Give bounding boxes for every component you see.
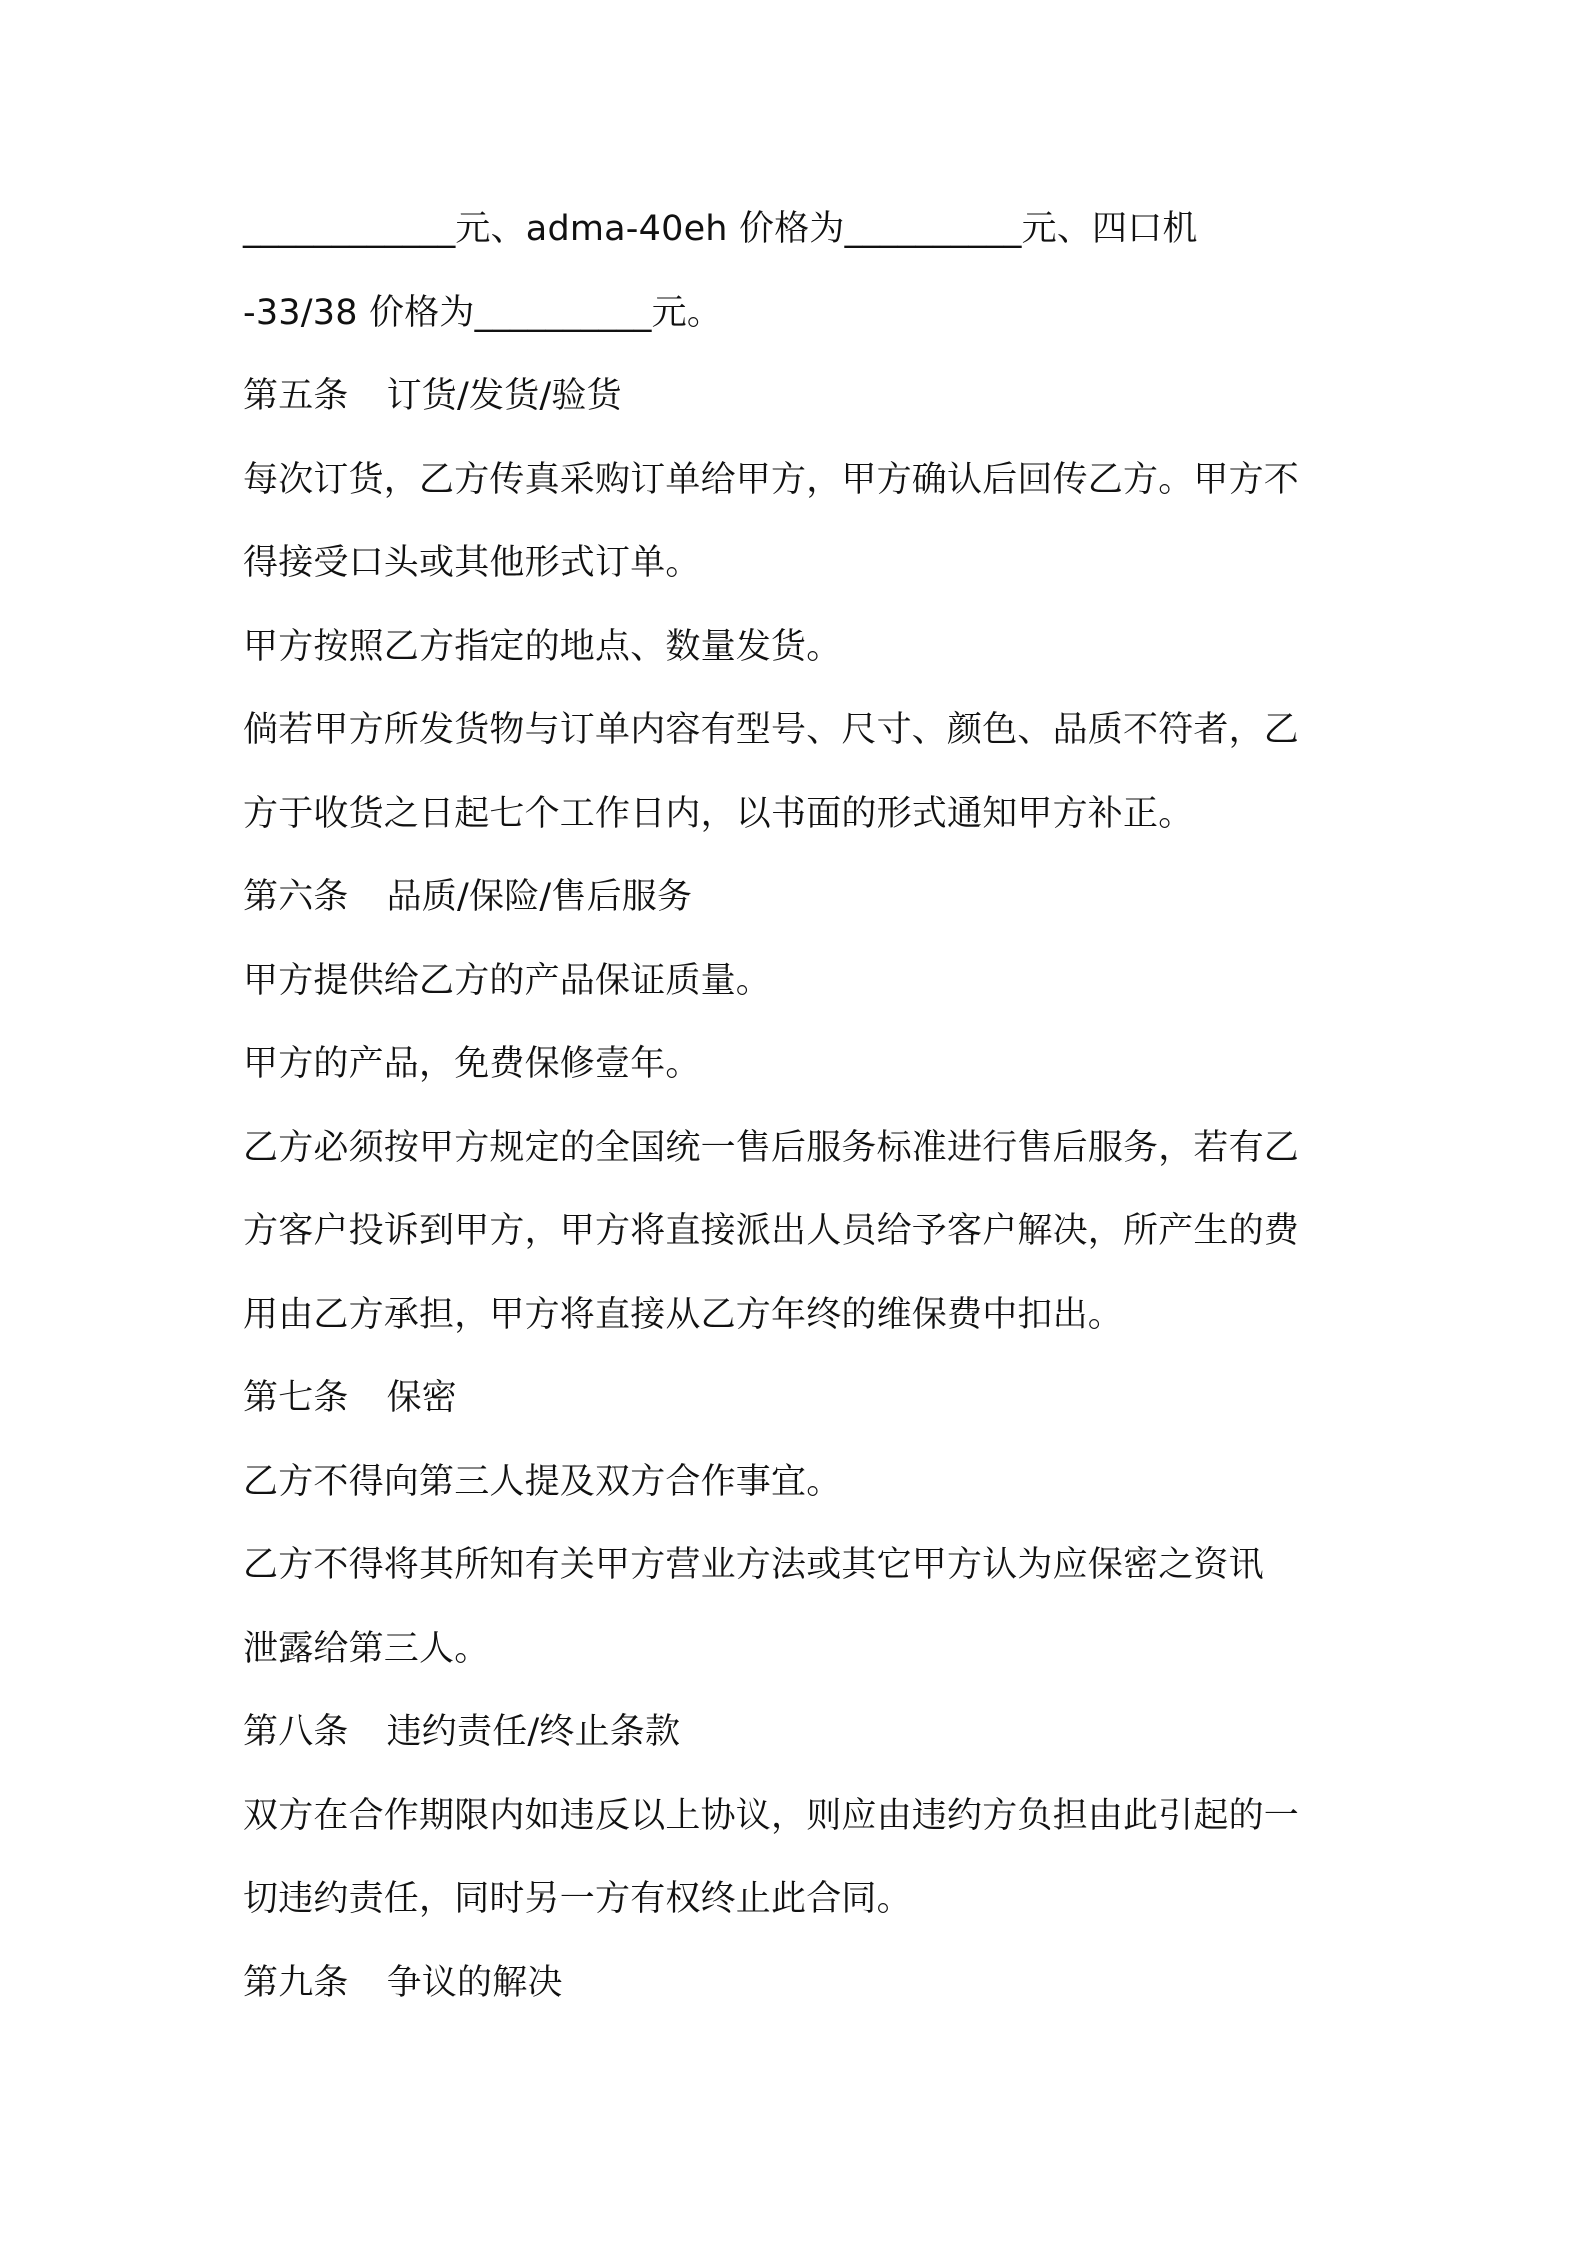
section-heading-7 bbox=[243, 1367, 1368, 1451]
text-line: 每次订货，乙方传真采购订单给甲方，甲方确认后回传乙方。甲方不 bbox=[243, 459, 1300, 500]
text-line: 乙方不得向第三人提及双方合作事宜。 bbox=[243, 1461, 842, 1502]
section-number: 第六条 bbox=[243, 877, 349, 917]
section-title: 违约责任/终止条款 bbox=[386, 1712, 681, 1752]
text-line: -33/38 价格为__________元。 bbox=[243, 292, 723, 333]
text-line: 倘若甲方所发货物与订单内容有型号、尺寸、颜色、品质不符者，乙 bbox=[243, 710, 1300, 750]
section-heading-8 bbox=[243, 1701, 1368, 1785]
text-line: 甲方的产品，免费保修壹年。 bbox=[243, 1044, 701, 1084]
text-line: ____________元、adma-40eh 价格为__________元、四口机 bbox=[243, 209, 1198, 249]
section-title: 品质/保险/售后服务 bbox=[386, 877, 693, 917]
text-line: 泄露给第三人。 bbox=[243, 1628, 490, 1669]
section-heading-9 bbox=[243, 1952, 1368, 2036]
document-body bbox=[243, 198, 1368, 2035]
text-line: 甲方提供给乙方的产品保证质量。 bbox=[243, 960, 772, 1001]
text-line: 乙方必须按甲方规定的全国统一售后服务标准进行售后服务，若有乙 bbox=[243, 1127, 1300, 1168]
section-number: 第七条 bbox=[243, 1378, 349, 1418]
text-line: 方客户投诉到甲方，甲方将直接派出人员给予客户解决，所产生的费 bbox=[243, 1211, 1300, 1251]
text-line: 双方在合作期限内如违反以上协议，则应由违约方负担由此引起的一 bbox=[243, 1795, 1300, 1836]
section-heading-6 bbox=[243, 866, 1368, 950]
section-number: 第五条 bbox=[243, 376, 349, 416]
text-line: 得接受口头或其他形式订单。 bbox=[243, 543, 701, 583]
text-line: 用由乙方承担，甲方将直接从乙方年终的维保费中扣出。 bbox=[243, 1294, 1124, 1335]
section-title: 争议的解决 bbox=[386, 1962, 563, 2003]
text-line: 甲方按照乙方指定的地点、数量发货。 bbox=[243, 626, 842, 667]
text-line: 乙方不得将其所知有关甲方营业方法或其它甲方认为应保密之资讯 bbox=[243, 1545, 1264, 1585]
text-line: 方于收货之日起七个工作日内，以书面的形式通知甲方补正。 bbox=[243, 793, 1194, 834]
section-number: 第八条 bbox=[243, 1712, 349, 1752]
section-number: 第九条 bbox=[243, 1962, 349, 2003]
text-line: 切违约责任，同时另一方有权终止此合同。 bbox=[243, 1879, 912, 1919]
section-heading-5 bbox=[243, 365, 1368, 449]
section-title: 订货/发货/验货 bbox=[386, 376, 622, 416]
section-title: 保密 bbox=[386, 1378, 458, 1418]
